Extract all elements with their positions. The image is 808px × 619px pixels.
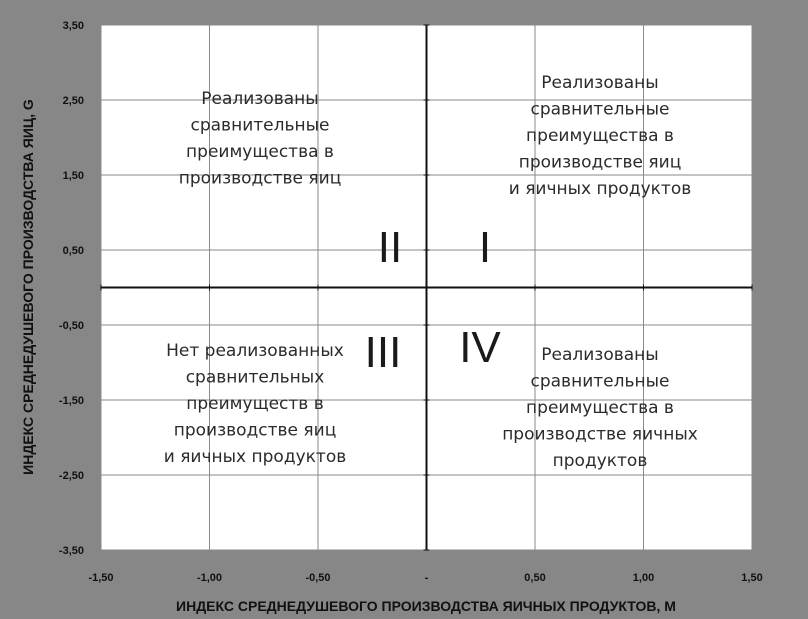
y-tick-label: -0,50 [58, 320, 84, 332]
description-line: Реализованы [541, 345, 659, 365]
quadrant-iii-description [164, 341, 346, 467]
description-line: преимущества в [186, 142, 334, 162]
description-line: продуктов [552, 451, 648, 471]
y-tick-label: 3,50 [62, 20, 84, 32]
description-line: сравнительных [185, 367, 325, 388]
y-tick-label: 0,50 [62, 245, 84, 257]
description-line: преимуществ в [186, 394, 324, 414]
quadrant-ii-numeral: II [377, 223, 403, 272]
y-tick-label: 2,50 [62, 95, 84, 107]
description-line: сравнительные [530, 99, 670, 120]
x-tick-label: 1,50 [741, 572, 763, 584]
y-tick-label: -3,50 [58, 545, 84, 557]
x-tick-label: - [424, 572, 429, 584]
x-tick-label: 0,50 [524, 572, 546, 584]
description-line: производстве яиц [518, 152, 682, 173]
x-tick-labels [88, 572, 762, 584]
quadrant-iv-numeral: IV [459, 323, 501, 372]
x-tick-label: -1,00 [196, 572, 223, 584]
description-line: и яичных продуктов [508, 179, 692, 199]
y-tick-label: -1,50 [58, 395, 84, 407]
description-line: сравнительные [190, 115, 330, 136]
description-line: и яичных продуктов [163, 447, 347, 467]
y-tick-label: -2,50 [58, 470, 84, 482]
x-tick-label: 1,00 [632, 572, 655, 584]
description-line: производстве яиц [173, 420, 337, 441]
description-line: Нет реализованных [166, 341, 344, 361]
y-tick-label: 1,50 [62, 170, 84, 182]
x-tick-label: -0,50 [305, 572, 331, 584]
x-tick-label: -1,50 [88, 572, 114, 584]
quadrant-i-numeral: I [478, 223, 492, 272]
x-axis-title: ИНДЕКС СРЕДНЕДУШЕВОГО ПРОИЗВОДСТВА ЯИЧНЫХ ПРОДУКТОВ, М [176, 598, 676, 614]
description-line: сравнительные [530, 371, 670, 392]
y-axis-title: ИНДЕКС СРЕДНЕДУШЕВОГО ПРОИЗВОДСТВА ЯИЦ, G [20, 99, 36, 475]
description-line: Реализованы [541, 73, 659, 93]
y-tick-labels [59, 20, 84, 557]
description-line: производстве яичных [502, 424, 698, 445]
description-line: преимущества в [526, 126, 674, 146]
description-line: производстве яиц [178, 168, 342, 189]
description-line: преимущества в [526, 398, 674, 418]
description-line: Реализованы [201, 89, 319, 109]
quadrant-iii-numeral: III [364, 328, 402, 377]
